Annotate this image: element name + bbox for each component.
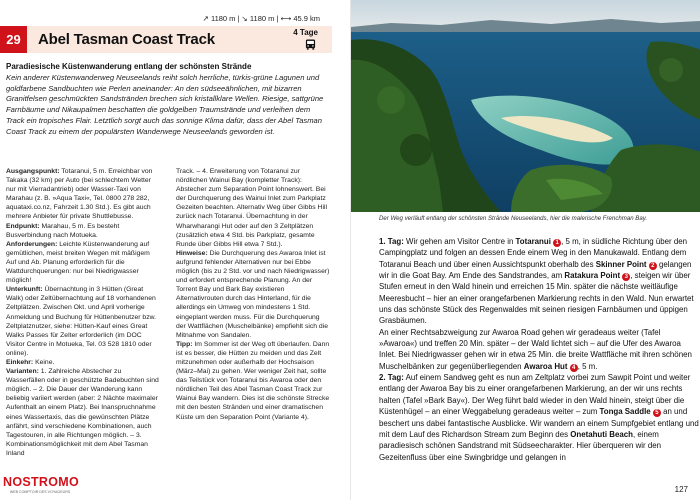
waypoint-marker-5: 5 <box>653 409 661 417</box>
article-subtitle: Paradiesische Küstenwanderung entlang der schönsten Strände <box>6 62 252 71</box>
end-text: Marahau, 5 m. Es besteht Busverbindung nach Motueka. <box>6 222 120 239</box>
page-number: 127 <box>674 485 688 494</box>
requirements-text: Leichte Küstenwanderung auf gemütlichen, meist breiten Wegen mit mäßigem Auf und Ab. Planung erforderlich für die Wattdurchquerungen: nur bei Niedrigwasser möglich! <box>6 240 150 285</box>
tour-number: 29 <box>0 26 27 53</box>
refreshment-label: Einkehr: <box>6 358 34 366</box>
waypoint-onetahuti-beach: Onetahuti Beach <box>570 429 633 439</box>
route-description <box>379 236 699 463</box>
requirements-info <box>6 240 160 285</box>
day-2-paragraph <box>379 372 699 463</box>
nostromo-logo <box>3 475 80 498</box>
info-column-2 <box>176 167 330 422</box>
end-info <box>6 222 160 240</box>
tip-info <box>176 340 330 422</box>
notes-info <box>176 249 330 340</box>
frenchman-bay-photo <box>351 0 700 212</box>
photo-caption: Der Weg verläuft entlang der schönsten Strände Neuseelands, hier die malerische Frenchman Bay. <box>379 215 648 222</box>
day-2-label: 2. Tag: <box>379 373 404 383</box>
tip-label: Tipp: <box>176 340 193 348</box>
logo-name: NOSTROMO <box>3 475 80 489</box>
accommodation-label: Unterkunft: <box>6 286 43 294</box>
day-2-text-a: Auf einem Sandweg geht es nun am Zeltplatz vorbei zum Sawpit Point und weiter entlang der Awaroa Bay bis zu einer orangefarbenen Markierung, an der wir uns rechts halten (Tafel »Bark Bay«). Der Weg führt bald wieder in den Wald hinein, steigt über die Küstenhügel – an einer Weggabelung geradeaus weiter – zum <box>379 373 691 417</box>
variants-text: 1. Zahlreiche Abstecher zu Wasserfällen oder in geschützte Badebuchten sind möglich. – 2. Die Dauer der Wanderung kann beliebig variiert werden (aber: 2 Nächte maximaler Aufenthalt an einem Platz). Bei Inanspruchnahme eines Wassertaxis, das die gewünschten Plätze anfährt, sind verschiedene Kombinationen, auch Tagestouren, in alle Richtungen möglich. – 3. Kombinationsmöglichkeit mit dem Abel Tasman Inland <box>6 368 159 457</box>
logo-tagline: WEB COMPTOIR DES VOYAGEURS <box>9 490 71 494</box>
waypoint-awaroa-hut: Awaroa Hut <box>523 361 568 371</box>
info-column-1 <box>6 167 160 458</box>
variants-continued: Track. – 4. Erweiterung von Totaranui zur nördlichen Wainui Bay (kompletter Track): Abstecher zum Separation Point lohnenswert. Bei der Durchquerung des Wainui Inlet zum Parkplatz Gezeiten beachten. Alternativ Weg über Gibbs Hill zurück nach Totaranui. Übernachtung in der Wharwharangi Hut oder auf den 3 Zeltplätzen (zusätzlich etwa 4 Std. bis Parkplatz, gesamte Runde über Gibbs Hill etwa 7 Std.). <box>176 168 327 248</box>
day-2-text-c: , einem paradiesisch schönen Sandstrand mit Südseecharakter. Hier überqueren wir den Gezeitenfluss über eine Swingbridge und gelangen in <box>379 429 662 462</box>
waypoint-marker-1: 1 <box>553 239 561 247</box>
start-label: Ausgangspunkt: <box>6 168 60 175</box>
notes-text: Die Durchquerung des Awaroa Inlet ist aufgrund fehlender Alternativen nur bei Ebbe möglich (bis zu 2 Std. vor und nach Niedrigwasser) und erfordert entsprechende Planung. An der Torrent Bay und Bark Bay existieren Alternativrouten durch das Hinterland, für die allerdings ein Umweg von mindestens 1 Std. eingeplant werden muss. Für die Durchquerung der Wattflächen (Muschelbänke) empfiehlt sich die Mitnahme von Sandalen. <box>176 249 330 339</box>
waypoint-totaranui: Totaranui <box>515 237 551 246</box>
waypoint-ratakura-point: Ratakura Point <box>564 271 621 281</box>
day-1-paragraph-2 <box>379 327 699 372</box>
waypoint-tonga-saddle: Tonga Saddle <box>599 407 651 417</box>
tip-text: Im Sommer ist der Weg oft überlaufen. Dann ist es besser, die Hütten zu meiden und das Zelt mitzunehmen oder außerhalb der Hochsaison (März–Mai) zu gehen. Wer weniger Zeit hat, sollte das Teilstück von Totaranui bis Awaroa oder den nördlichen Teil des Abel Tasman Coast Track zur Wainui Bay wandern. Dies ist die schönste Strecke mit den besten Stränden und einer dramatischen Küste um den Separation Point (Variante 4). <box>176 340 330 421</box>
waypoint-marker-4: 4 <box>570 364 578 372</box>
start-info <box>6 167 160 222</box>
accommodation-info <box>6 285 160 358</box>
tour-title: Abel Tasman Coast Track <box>38 31 215 48</box>
day-1-text-e: An einer Rechtsabzweigung zur Awaroa Road gehen wir geradeaus weiter (Tafel »Awaroa«) und treffen 20 Min. später – der Wald lichtet sich – auf die Ufer des Awaroa Inlet. Bei Niedrigwasser gehen wir in etwa 25 Min. die breite Wattfläche mit ihren schönen Muschelbänken zur gegenüberliegenden <box>379 327 692 371</box>
waypoint-marker-2: 2 <box>649 262 657 270</box>
day-2-text-b: an und beschert uns dabei fantastische Ausblicke. Wir wandern an einem Sumpfgebiet entlang und mit dem Lauf des Richardson Stream zum Beginn des <box>379 407 699 439</box>
right-page <box>350 0 700 500</box>
tour-header <box>0 26 332 53</box>
day-1-text-b: , 5 m, in südliche Richtung über den Campingplatz und folgen an dessen Ende einem Weg in den Manukawald. Entlang dem Totaranui Beach und über einen Aussichtspunkt oberhalb des <box>379 237 687 269</box>
refreshment-text: Keine. <box>33 358 55 366</box>
day-1-text-c: gelangen wir in die Goat Bay. Am Ende des Sandstrandes, am <box>379 259 692 281</box>
requirements-label: Anforderungen: <box>6 240 58 248</box>
tour-duration: 4 Tage <box>293 28 318 37</box>
waypoint-marker-3: 3 <box>622 273 630 281</box>
notes-label: Hinweise: <box>176 249 208 257</box>
day-1-text-d: , steigen wir über Stufen erneut in den Wald hinein und erreichen 15 Min. später die nächste weitläufige Meeresbucht – hier an einer orangefarbenen Markierung rechts in den Wald. Nun erwartet uns das schönste Stück des Regenwaldes mit seinen riesigen Farnbäumen und üppigen Grasbäumen. <box>379 271 694 326</box>
variants-label: Varianten: <box>6 368 39 376</box>
waypoint-skinner-point: Skinner Point <box>595 259 647 269</box>
tour-stats: ↗ 1180 m | ↘ 1180 m | ⟷ 45.9 km <box>202 14 320 23</box>
article-intro: Kein anderer Küstenwanderweg Neuseelands reiht solch herrliche, türkis-grüne Lagunen und goldfarbene Sandbuchten wie Perlen aneinander: An den südseeähnlichen, mit bizarren Granitfelsen geschmückten Sandstränden brechen sich kristallklare Wellen. Riesige, sattgrüne Farnbäume und Nikaupalmen beschatten die goldgelben Traumstrände und verleihen dem Track ein tropisches Flair. Letztlich sorgt auch das sonnige Klima dafür, dass der Abel Tasman Coast Track zu einem der populärsten Wanderwege Neuseelands geworden ist. <box>6 73 324 136</box>
accommodation-text: Übernachtung in 3 Hütten (Great Walk) oder Zeltübernachtung auf 18 vorhandenen Zeltplätzen. Zwischen Okt. und April vorherige Anmeldung und Buchung für Hüttenbenutzer bzw. Zeltplatznutzer, siehe: Hütten-Kauf eines Great Walks Passes für Zelter erforderlich (im DOC Visitor Centre in Motueka, Tel. 03 528 1810 oder online). <box>6 286 157 357</box>
bus-icon <box>305 39 316 50</box>
start-text: Totaranui, 5 m. Erreichbar von Takaka (32 km) per Auto (bei schlechtem Wetter nur mit Vierradantrieb) oder Wasser-Taxi von Marahau (z. B. »Aqua Taxi«, Tel. 0800 278 282, aquataxi.co.nz, Fahrzeit 1.30 Std.). Es gibt auch mehrere Anbieter für private Shuttlebusse. <box>6 168 153 221</box>
day-1-label: 1. Tag: <box>379 237 404 246</box>
end-label: Endpunkt: <box>6 222 40 230</box>
day-1-paragraph <box>379 236 699 327</box>
variants-info <box>6 367 160 458</box>
refreshment-info <box>6 358 160 367</box>
day-1-text-a: Wir gehen am Visitor Centre in <box>403 237 516 246</box>
day-1-text-f: , 5 m. <box>577 361 598 371</box>
